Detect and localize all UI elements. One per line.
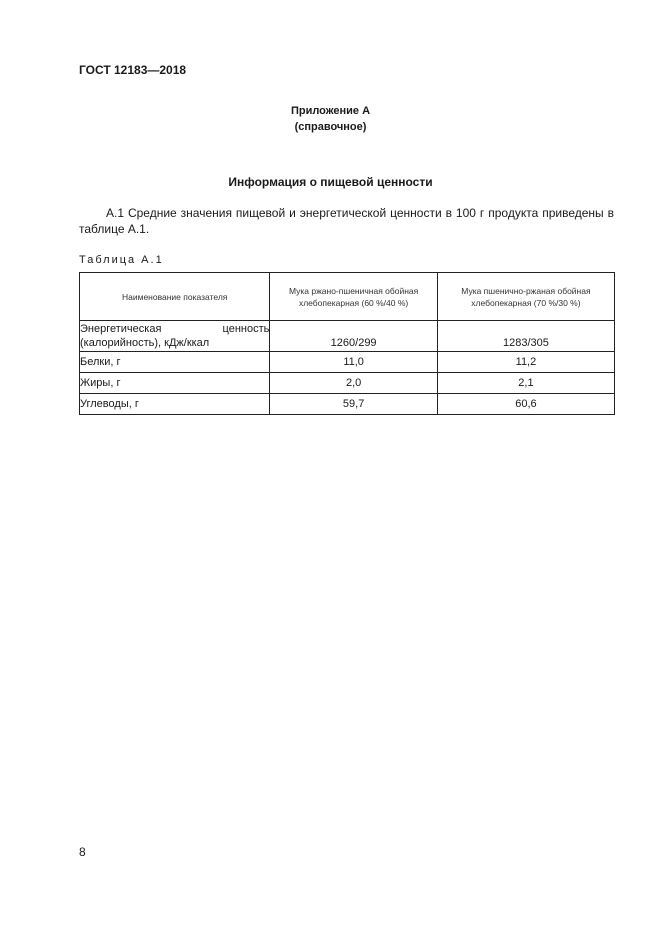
row-name: Жиры, г bbox=[80, 373, 270, 394]
annex-subtitle: (справочное) bbox=[294, 121, 367, 133]
annex-title: Приложение А bbox=[290, 105, 371, 117]
row-name: Белки, г bbox=[80, 352, 270, 373]
section-title: Информация о пищевой ценности bbox=[228, 175, 433, 189]
table-row bbox=[80, 352, 615, 373]
row-name: Энергетическая ценность (калорийность), кДж/ккал bbox=[80, 321, 270, 352]
row-value-2: 2,1 bbox=[437, 373, 614, 394]
row-value-1: 1260/299 bbox=[270, 321, 438, 352]
table-row bbox=[80, 394, 615, 415]
header-rye-wheat-flour: Мука ржано-пшеничная обойная хлебопекарная (60 %/40 %) bbox=[270, 273, 438, 321]
body-paragraph: А.1 Средние значения пищевой и энергетической ценности в 100 г продукта приведены в таблице А.1. bbox=[79, 206, 614, 236]
document-header: ГОСТ 12183—2018 bbox=[79, 63, 187, 77]
row-value-1: 59,7 bbox=[270, 394, 438, 415]
nutrition-table bbox=[79, 272, 615, 415]
row-value-2: 60,6 bbox=[437, 394, 614, 415]
row-name: Углеводы, г bbox=[80, 394, 270, 415]
row-value-1: 11,0 bbox=[270, 352, 438, 373]
table-caption: Таблица А.1 bbox=[79, 254, 164, 266]
header-indicator: Наименование показателя bbox=[80, 273, 270, 321]
row-value-2: 11,2 bbox=[437, 352, 614, 373]
row-value-1: 2,0 bbox=[270, 373, 438, 394]
table-row bbox=[80, 373, 615, 394]
table-row bbox=[80, 321, 615, 352]
header-wheat-rye-flour: Мука пшенично-ржаная обойная хлебопекарная (70 %/30 %) bbox=[437, 273, 614, 321]
page-number: 8 bbox=[79, 845, 86, 859]
table-header-row bbox=[80, 273, 615, 321]
row-value-2: 1283/305 bbox=[437, 321, 614, 352]
